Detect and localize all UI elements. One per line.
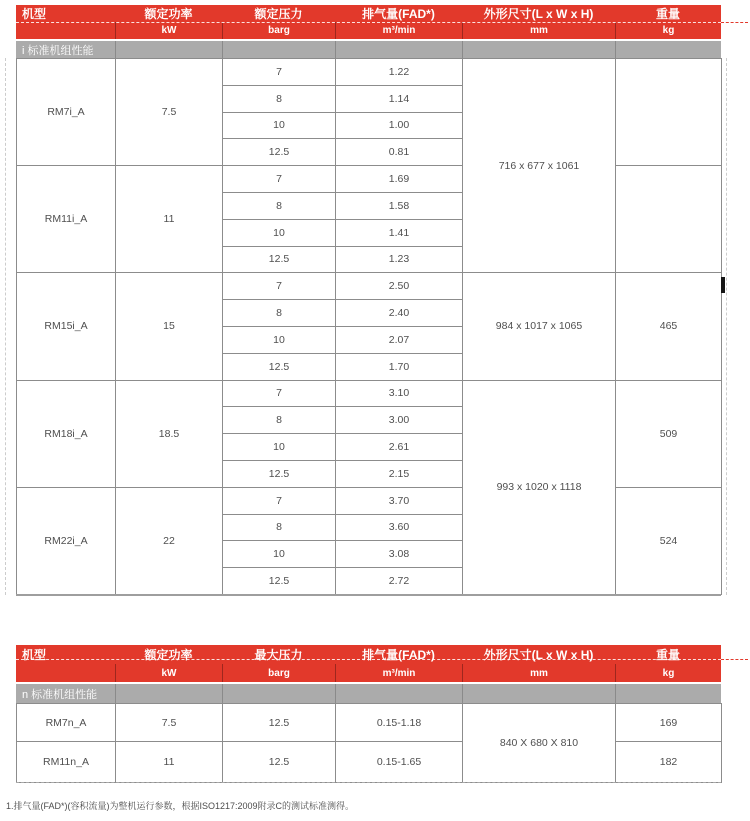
- table-row: [17, 166, 722, 193]
- dimensions-cell: 984 x 1017 x 1065: [463, 273, 616, 380]
- table2-body: [16, 703, 722, 783]
- column-header-unit: [16, 22, 115, 39]
- fad-cell: 3.60: [336, 514, 463, 541]
- pressure-cell: 10: [223, 219, 336, 246]
- column-header-label: 外形尺寸(L x W x H): [483, 648, 594, 662]
- pressure-cell: 12.5: [223, 460, 336, 487]
- dimensions-cell: 840 X 680 X 810: [463, 704, 616, 783]
- fad-cell: 1.41: [336, 219, 463, 246]
- column-header-label: 外形尺寸(L x W x H): [483, 7, 594, 21]
- table1-header: [16, 5, 721, 39]
- table1-section-band: [16, 41, 721, 58]
- table-row: [17, 742, 722, 783]
- table2-header-labels: [16, 645, 721, 664]
- column-header-unit: barg: [222, 22, 335, 39]
- pressure-cell: 12.5: [223, 246, 336, 273]
- fad-cell: 1.14: [336, 85, 463, 112]
- fad-cell: 1.23: [336, 246, 463, 273]
- fad-cell: 2.07: [336, 326, 463, 353]
- column-header-label: 额定功率: [144, 7, 193, 21]
- column-header-unit: kg: [615, 664, 721, 682]
- fad-cell: 2.72: [336, 568, 463, 595]
- band-cell: [115, 41, 222, 58]
- table-row: [17, 59, 722, 86]
- band-cell: [115, 684, 222, 703]
- fad-cell: 2.40: [336, 300, 463, 327]
- weight-cell: [616, 166, 722, 273]
- weight-cell: [616, 59, 722, 166]
- pressure-cell: 12.5: [223, 742, 336, 783]
- pressure-cell: 10: [223, 541, 336, 568]
- table-row: [17, 380, 722, 407]
- band-cell: [222, 684, 335, 703]
- column-header-label: 排气量(FAD*): [362, 648, 435, 662]
- weight-cell: 465: [616, 273, 722, 380]
- table2-header: [16, 645, 721, 682]
- band-cell: [335, 684, 462, 703]
- table2-section-label: n 标准机组性能: [22, 688, 98, 701]
- table-row: [17, 273, 722, 300]
- weight-cell: 182: [616, 742, 722, 783]
- weight-cell: 169: [616, 704, 722, 742]
- column-header-unit: kW: [115, 664, 222, 682]
- column-header-label: 排气量(FAD*): [362, 7, 435, 21]
- column-header-label: 额定功率: [144, 648, 193, 662]
- pressure-cell: 7: [223, 166, 336, 193]
- pressure-cell: 8: [223, 192, 336, 219]
- column-header-label: 重量: [655, 648, 680, 662]
- column-header-unit: m³/min: [335, 22, 462, 39]
- model-cell: RM11i_A: [17, 166, 116, 273]
- band-cell: [222, 41, 335, 58]
- column-header-unit: m³/min: [335, 664, 462, 682]
- model-cell: RM7n_A: [17, 704, 116, 742]
- power-cell: 11: [116, 166, 223, 273]
- fad-cell: 1.22: [336, 59, 463, 86]
- pressure-cell: 7: [223, 487, 336, 514]
- table1-body: [16, 58, 722, 595]
- dimensions-cell: 993 x 1020 x 1118: [463, 380, 616, 594]
- table2-header-units: [16, 664, 721, 682]
- footnote: 1.排气量(FAD*)(容积流量)为整机运行参数，根据ISO1217:2009附录C的测试标准测得。: [6, 801, 355, 811]
- table-row: [17, 704, 722, 742]
- band-cell: [462, 684, 615, 703]
- fad-cell: 2.50: [336, 273, 463, 300]
- table2-bottom-border: [16, 782, 721, 783]
- pressure-cell: 8: [223, 300, 336, 327]
- header-dash-extension: [721, 22, 748, 23]
- model-cell: RM11n_A: [17, 742, 116, 783]
- pressure-cell: 10: [223, 434, 336, 461]
- print-guide-right: [726, 58, 727, 595]
- column-header-unit: mm: [462, 664, 615, 682]
- fad-cell: 3.00: [336, 407, 463, 434]
- table1-header-units: [16, 22, 721, 39]
- weight-cell: 509: [616, 380, 722, 487]
- weight-cell: 524: [616, 487, 722, 594]
- model-cell: RM7i_A: [17, 59, 116, 166]
- fad-cell: 3.08: [336, 541, 463, 568]
- pressure-cell: 12.5: [223, 353, 336, 380]
- column-header-unit: [16, 664, 115, 682]
- column-header-label: 额定压力: [254, 7, 303, 21]
- table-i-series: [16, 5, 721, 595]
- power-cell: 7.5: [116, 704, 223, 742]
- fad-cell: 1.00: [336, 112, 463, 139]
- fad-cell: 2.15: [336, 460, 463, 487]
- header-dashed-line: [16, 659, 721, 660]
- fad-cell: 3.70: [336, 487, 463, 514]
- band-cell: [462, 41, 615, 58]
- table-row: [17, 487, 722, 514]
- band-cell: [615, 684, 721, 703]
- header-dash-extension: [721, 659, 748, 660]
- power-cell: 11: [116, 742, 223, 783]
- column-header-unit: kg: [615, 22, 721, 39]
- table1-bottom-border: [16, 594, 721, 596]
- table1-section-label: i 标准机组性能: [22, 44, 94, 57]
- power-cell: 7.5: [116, 59, 223, 166]
- band-cell: [615, 41, 721, 58]
- band-cell: [335, 41, 462, 58]
- column-header-unit: barg: [222, 664, 335, 682]
- fad-cell: 2.61: [336, 434, 463, 461]
- column-header-label: 机型: [22, 648, 47, 662]
- pressure-cell: 8: [223, 407, 336, 434]
- column-header-label: 重量: [655, 7, 680, 21]
- fad-cell: 3.10: [336, 380, 463, 407]
- fad-cell: 1.58: [336, 192, 463, 219]
- pressure-cell: 12.5: [223, 139, 336, 166]
- column-header-label: 最大压力: [254, 648, 303, 662]
- table-n-series: [16, 645, 721, 783]
- column-header-label: 机型: [22, 7, 47, 21]
- table1-header-labels: [16, 5, 721, 22]
- model-cell: RM22i_A: [17, 487, 116, 594]
- column-header-unit: mm: [462, 22, 615, 39]
- fad-cell: 1.69: [336, 166, 463, 193]
- header-dashed-line: [16, 22, 721, 23]
- fad-cell: 1.70: [336, 353, 463, 380]
- power-cell: 15: [116, 273, 223, 380]
- table2-rows: [17, 704, 722, 783]
- fad-cell: 0.15-1.18: [336, 704, 463, 742]
- fad-cell: 0.81: [336, 139, 463, 166]
- pressure-cell: 8: [223, 85, 336, 112]
- pressure-cell: 7: [223, 380, 336, 407]
- pressure-cell: 10: [223, 326, 336, 353]
- fad-cell: 0.15-1.65: [336, 742, 463, 783]
- pressure-cell: 7: [223, 59, 336, 86]
- pressure-cell: 7: [223, 273, 336, 300]
- dimensions-cell: 716 x 677 x 1061: [463, 59, 616, 273]
- pressure-cell: 12.5: [223, 568, 336, 595]
- column-header-unit: kW: [115, 22, 222, 39]
- pressure-cell: 12.5: [223, 704, 336, 742]
- print-guide-left: [5, 58, 6, 595]
- pressure-cell: 10: [223, 112, 336, 139]
- model-cell: RM18i_A: [17, 380, 116, 487]
- power-cell: 22: [116, 487, 223, 594]
- cursor-artifact: [721, 277, 725, 293]
- table2-section-band: [16, 684, 721, 703]
- table1-rows: [17, 59, 722, 595]
- model-cell: RM15i_A: [17, 273, 116, 380]
- pressure-cell: 8: [223, 514, 336, 541]
- power-cell: 18.5: [116, 380, 223, 487]
